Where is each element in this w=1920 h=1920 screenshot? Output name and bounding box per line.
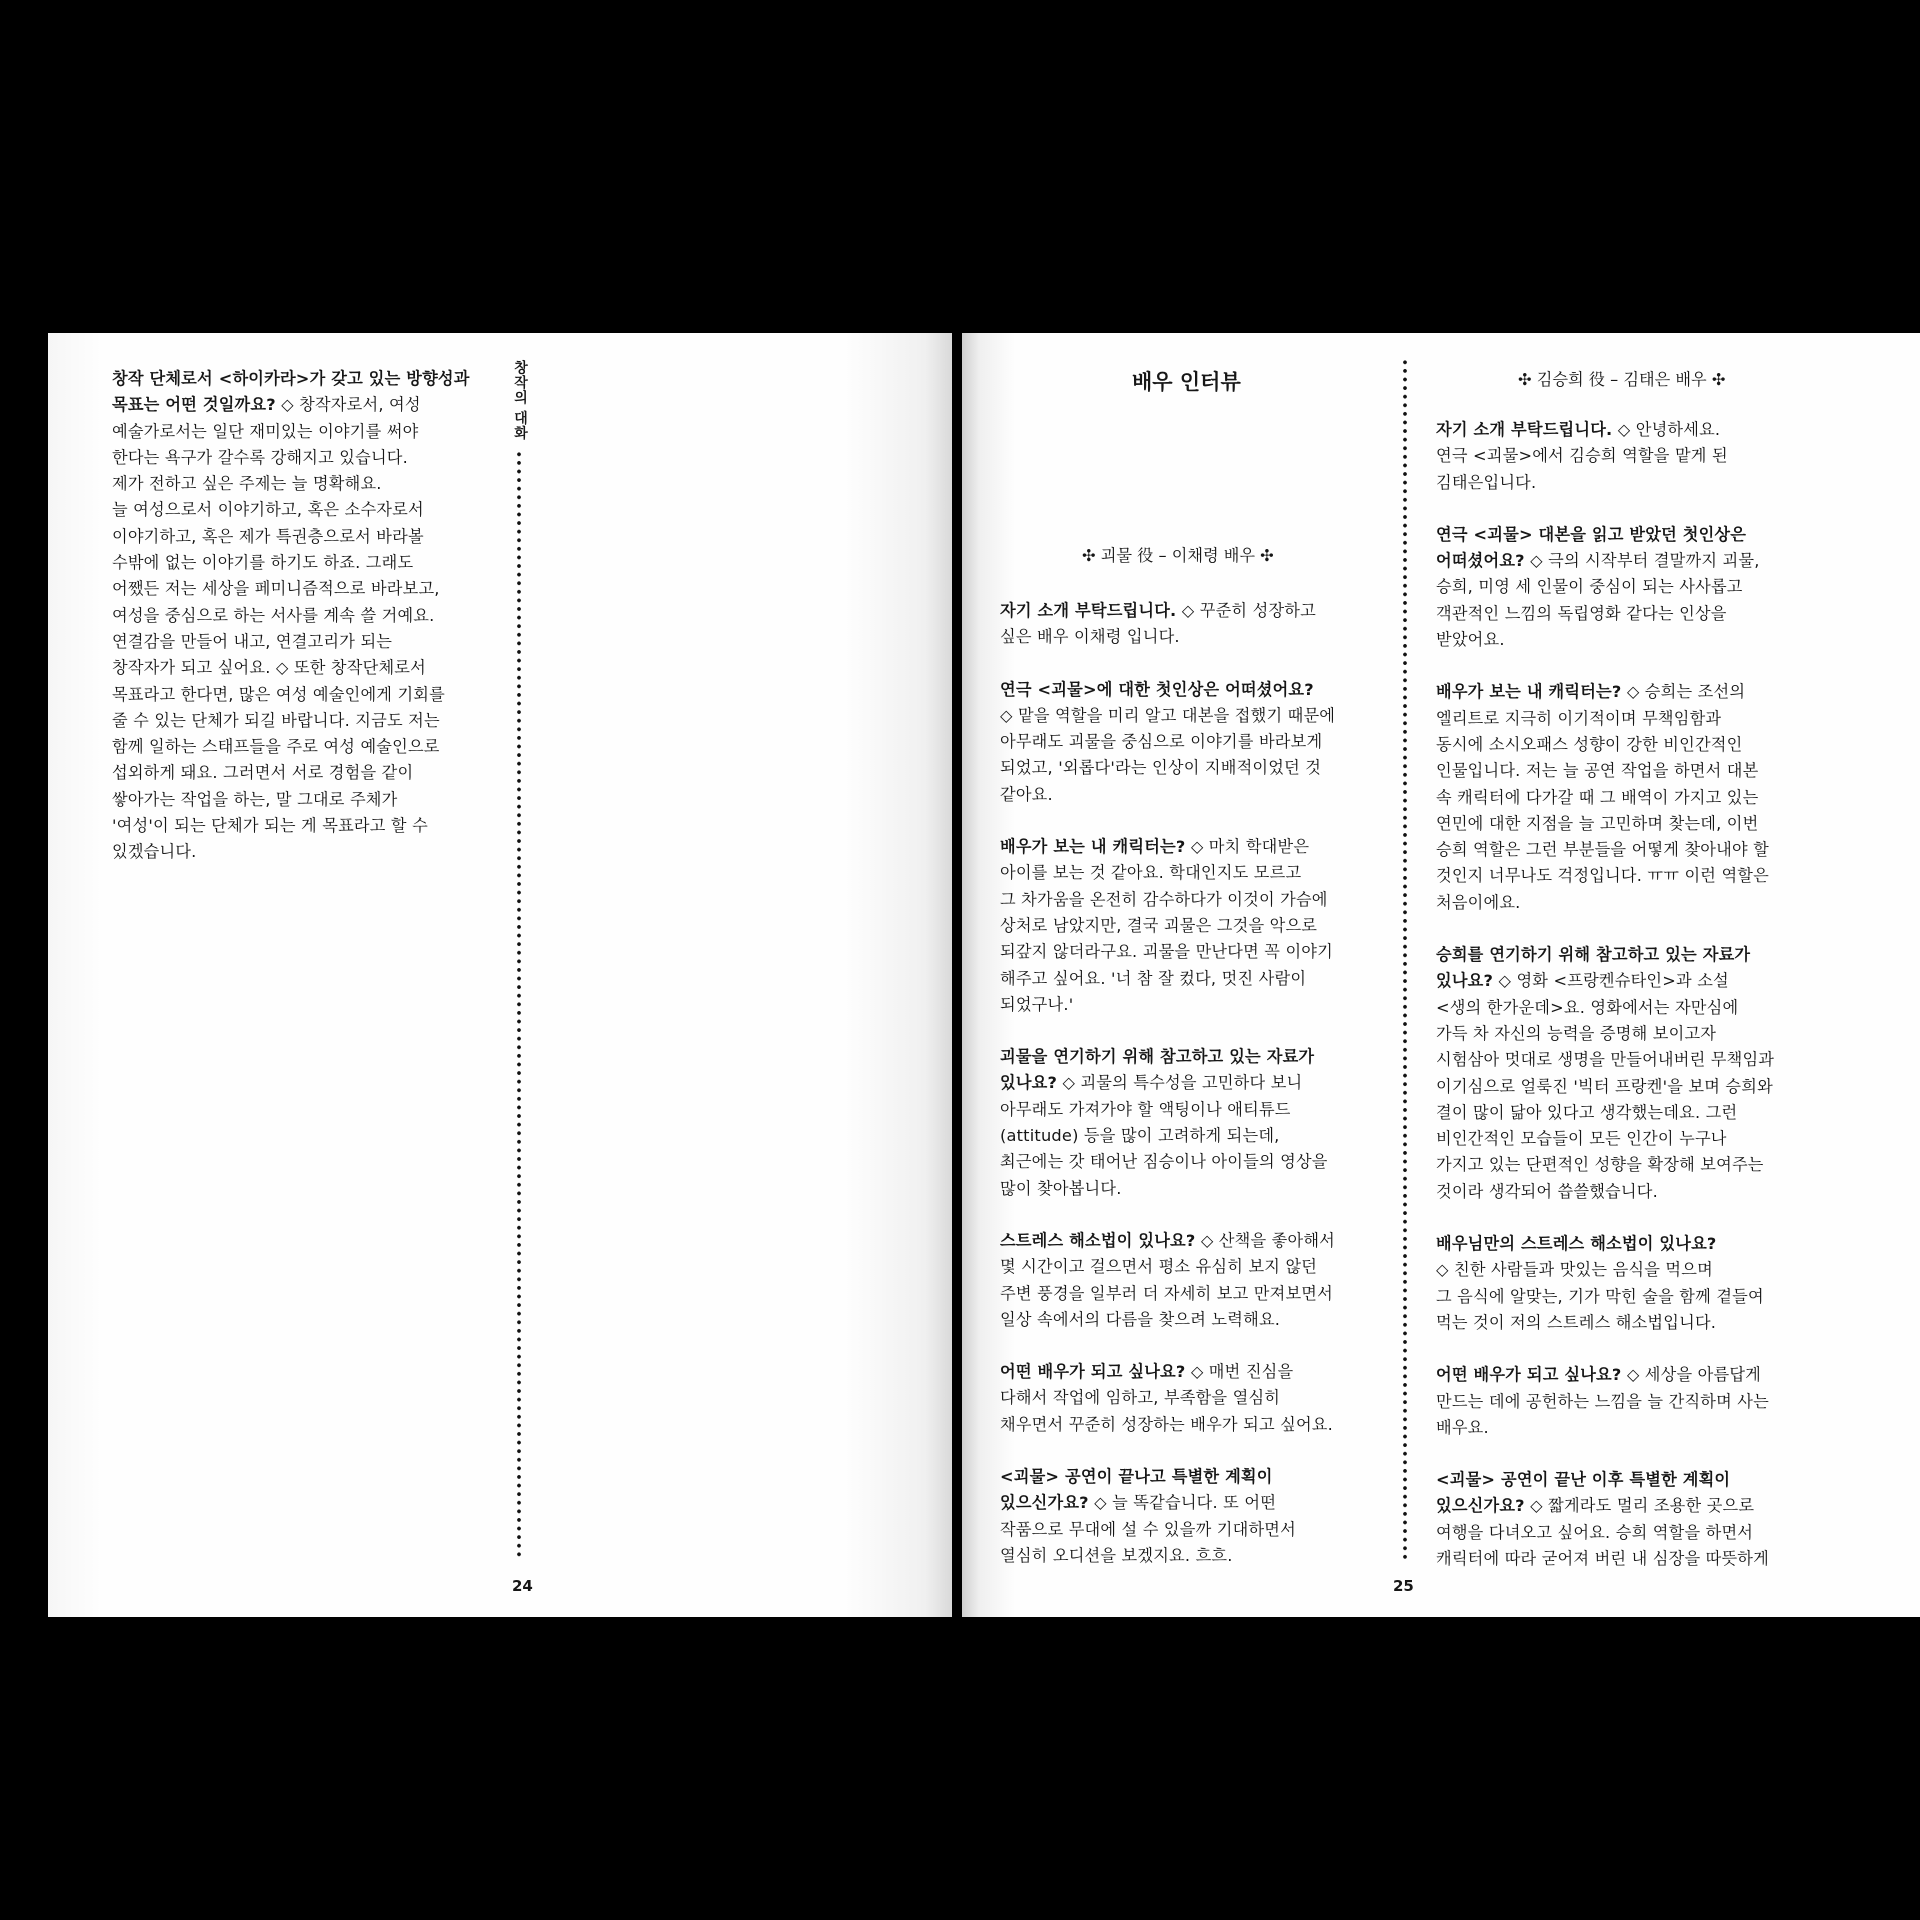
text-line xyxy=(1436,1284,1774,1310)
answer-text: 목표라고 한다면, 많은 여성 예술인에게 기회를 xyxy=(112,684,445,704)
text-line xyxy=(1436,443,1774,469)
text-line xyxy=(1000,729,1335,755)
text-line xyxy=(112,576,470,602)
text-line xyxy=(1436,706,1774,732)
paragraph xyxy=(1436,942,1774,1205)
answer-text: 것인지 너무나도 걱정입니다. ㅠㅠ 이런 역할은 xyxy=(1436,866,1769,886)
text-line xyxy=(1000,834,1335,860)
question-text: 배우가 보는 내 캐릭터는? xyxy=(1436,682,1622,702)
paragraph xyxy=(1000,834,1335,1018)
answer-text: ◇ 산책을 좋아해서 xyxy=(1195,1230,1336,1250)
text-line xyxy=(1000,1412,1335,1438)
interview-column-seunghee-actor xyxy=(1436,417,1774,1598)
answer-text: 쌓아가는 작업을 하는, 말 그대로 주체가 xyxy=(112,789,398,809)
answer-text: 섭외하게 돼요. 그러면서 서로 경험을 같이 xyxy=(112,763,414,783)
text-line xyxy=(1000,677,1335,703)
text-line xyxy=(1436,679,1774,705)
text-line xyxy=(1436,811,1774,837)
running-head: 창작의 대화 xyxy=(512,360,528,441)
answer-text: 되갚지 않더라구요. 괴물을 만난다면 꼭 이야기 xyxy=(1000,942,1333,962)
paragraph xyxy=(1436,522,1774,653)
answer-text: 시험삼아 멋대로 생명을 만들어내버린 무책임과 xyxy=(1436,1050,1775,1070)
text-line xyxy=(1436,863,1774,889)
text-line xyxy=(112,497,470,523)
answer-text: 같아요. xyxy=(1000,784,1053,804)
question-text: 어떠셨어요? xyxy=(1436,551,1525,571)
answer-text: 줄 수 있는 단체가 되길 바랍니다. 지금도 저는 xyxy=(112,710,440,730)
question-text: 배우가 보는 내 캐릭터는? xyxy=(1000,837,1186,857)
text-line xyxy=(1000,598,1335,624)
text-line xyxy=(112,550,470,576)
answer-text: '여성'이 되는 단체가 되는 게 목표라고 할 수 xyxy=(112,816,428,836)
text-line xyxy=(112,839,470,865)
question-text: 연극 <괴물>에 대한 첫인상은 어떠셨어요? xyxy=(1000,679,1314,699)
text-line xyxy=(1436,1389,1774,1415)
answer-text: 채우면서 꾸준히 성장하는 배우가 되고 싶어요. xyxy=(1000,1414,1333,1434)
paragraph xyxy=(1000,677,1335,808)
question-text: 자기 소개 부탁드립니다. xyxy=(1000,601,1177,620)
answer-text: 되었구나.' xyxy=(1000,994,1074,1014)
text-line xyxy=(112,629,470,655)
text-line xyxy=(1436,1100,1774,1126)
text-line xyxy=(1436,1310,1774,1336)
text-line xyxy=(1436,601,1774,627)
answer-text: 가지고 있는 단편적인 성향을 확장해 보여주는 xyxy=(1436,1155,1764,1175)
text-line xyxy=(1000,887,1335,913)
text-line xyxy=(1000,1490,1335,1516)
question-text: 자기 소개 부탁드립니다. xyxy=(1436,420,1613,439)
page-number-left: 24 xyxy=(512,1577,533,1595)
question-text: 있으신가요? xyxy=(1436,1496,1525,1516)
text-line xyxy=(1000,1254,1335,1280)
paragraph xyxy=(1436,1231,1774,1336)
question-text: 어떤 배우가 되고 싶나요? xyxy=(1436,1365,1622,1385)
answer-text: 객관적인 느낌의 독립영화 같다는 인상을 xyxy=(1436,603,1727,623)
answer-text: 결이 많이 닮아 있다고 생각했는데요. 그런 xyxy=(1436,1102,1738,1122)
question-text: 목표는 어떤 것일까요? xyxy=(112,395,276,415)
answer-text: 작품으로 무대에 설 수 있을까 기대하면서 xyxy=(1000,1519,1296,1539)
section-subhead-seunghee-actor: ✣ 김승희 役 – 김태은 배우 ✣ xyxy=(1518,370,1726,389)
answer-text: ◇ 극의 시작부터 결말까지 괴물, xyxy=(1524,551,1760,571)
text-line xyxy=(112,708,470,734)
answer-text: 처음이에요. xyxy=(1436,892,1521,912)
answer-text: 연민에 대한 지점을 늘 고민하며 찾는데, 이번 xyxy=(1436,813,1759,833)
question-text: 괴물을 연기하기 위해 참고하고 있는 자료가 xyxy=(1000,1047,1315,1067)
answer-text: 그 차가움을 온전히 감수하다가 이것이 가슴에 xyxy=(1000,889,1328,909)
text-line xyxy=(112,682,470,708)
question-text: 연극 <괴물> 대본을 읽고 받았던 첫인상은 xyxy=(1436,524,1747,544)
answer-text: 열심히 오디션을 보겠지요. 흐흐. xyxy=(1000,1545,1233,1565)
answer-text: 일상 속에서의 다름을 찾으려 노력해요. xyxy=(1000,1309,1281,1329)
answer-text: ◇ 괴물의 특수성을 고민하다 보니 xyxy=(1057,1073,1303,1093)
question-text: 승희를 연기하기 위해 참고하고 있는 자료가 xyxy=(1436,945,1751,965)
answer-text: 몇 시간이고 걸으면서 평소 유심히 보지 않던 xyxy=(1000,1257,1318,1277)
paragraph xyxy=(1000,1359,1335,1438)
answer-text: 승희 역할은 그런 부분들을 어떻게 찾아내야 할 xyxy=(1436,840,1769,860)
text-line xyxy=(1436,627,1774,653)
text-line xyxy=(1000,782,1335,808)
text-line xyxy=(112,445,470,471)
text-line xyxy=(1000,755,1335,781)
answer-text: 싶은 배우 이채령 입니다. xyxy=(1000,627,1180,647)
text-line xyxy=(112,419,470,445)
answer-text: 인물입니다. 저는 늘 공연 작업을 하면서 대본 xyxy=(1436,761,1759,781)
answer-text: 김태은입니다. xyxy=(1436,472,1537,492)
text-line xyxy=(1000,1044,1335,1070)
question-text: 있으신가요? xyxy=(1000,1493,1089,1513)
answer-text: 먹는 것이 저의 스트레스 해소법입니다. xyxy=(1436,1312,1717,1332)
text-line xyxy=(1000,1464,1335,1490)
answer-text: ◇ 안녕하세요. xyxy=(1612,420,1721,439)
text-line xyxy=(1436,1257,1774,1283)
text-line xyxy=(1436,1179,1774,1205)
text-line xyxy=(1000,939,1335,965)
dotted-rule-right-page xyxy=(1403,358,1407,1560)
answer-text: 이기심으로 얼룩진 '빅터 프랑켄'을 보며 승희와 xyxy=(1436,1076,1773,1096)
question-text: 있나요? xyxy=(1000,1073,1058,1093)
answer-text: 아무래도 가져가야 할 액팅이나 애티튜드 xyxy=(1000,1099,1291,1119)
answer-text: 창작자가 되고 싶어요. ◇ 또한 창작단체로서 xyxy=(112,658,426,678)
answer-text: 이야기하고, 혹은 제가 특권층으로서 바라볼 xyxy=(112,526,424,546)
text-line xyxy=(1000,1123,1335,1149)
answer-text: (attitude) 등을 많이 고려하게 되는데, xyxy=(1000,1126,1280,1146)
text-line xyxy=(112,760,470,786)
text-line xyxy=(1000,703,1335,729)
question-text: <괴물> 공연이 끝나고 특별한 계획이 xyxy=(1000,1467,1273,1487)
answer-text: ◇ 늘 똑같습니다. 또 어떤 xyxy=(1088,1493,1277,1513)
paragraph xyxy=(1436,679,1774,916)
answer-text: 것이라 생각되어 씁쓸했습니다. xyxy=(1436,1181,1658,1201)
text-line xyxy=(1000,1359,1335,1385)
answer-text: ◇ 매번 진심을 xyxy=(1185,1362,1294,1382)
text-line xyxy=(112,603,470,629)
answer-text: 동시에 소시오패스 성향이 강한 비인간적인 xyxy=(1436,734,1743,754)
text-line xyxy=(1436,1467,1774,1493)
text-line xyxy=(112,392,470,418)
page-number-right: 25 xyxy=(1393,1577,1414,1595)
question-text: 스트레스 해소법이 있나요? xyxy=(1000,1230,1196,1250)
text-line xyxy=(1436,1493,1774,1519)
interview-column-monster-actor xyxy=(1000,598,1335,1595)
answer-text: 그 음식에 알맞는, 기가 막힌 술을 함께 곁들여 xyxy=(1436,1286,1764,1306)
answer-text: 비인간적인 모습들이 모든 인간이 누구나 xyxy=(1436,1129,1727,1149)
answer-text: 수밖에 없는 이야기를 하기도 하죠. 그래도 xyxy=(112,553,414,573)
question-text: 배우님만의 스트레스 해소법이 있나요? xyxy=(1436,1234,1717,1254)
section-subhead-monster-actor: ✣ 괴물 役 – 이채령 배우 ✣ xyxy=(1082,546,1274,565)
left-page-column xyxy=(112,366,470,892)
text-line xyxy=(1000,1070,1335,1096)
answer-text: 예술가로서는 일단 재미있는 이야기를 써야 xyxy=(112,421,419,441)
answer-text: ◇ 마치 학대받은 xyxy=(1185,837,1310,857)
answer-text: <생의 한가운데>요. 영화에서는 자만심에 xyxy=(1436,997,1739,1017)
paragraph xyxy=(1436,1467,1774,1572)
text-line xyxy=(1000,1517,1335,1543)
text-line xyxy=(1436,732,1774,758)
text-line xyxy=(1000,860,1335,886)
answer-text: 있겠습니다. xyxy=(112,842,197,862)
answer-text: 만드는 데에 공헌하는 느낌을 늘 간직하며 사는 xyxy=(1436,1391,1769,1411)
question-text: 어떤 배우가 되고 싶나요? xyxy=(1000,1362,1186,1382)
text-line xyxy=(1000,1281,1335,1307)
text-line xyxy=(1436,574,1774,600)
text-line xyxy=(1436,968,1774,994)
answer-text: ◇ 창작자로서, 여성 xyxy=(275,395,421,415)
text-line xyxy=(1436,1546,1774,1572)
answer-text: 여성을 중심으로 하는 서사를 계속 쓸 거예요. xyxy=(112,605,435,625)
dotted-rule-left-page xyxy=(517,450,521,1560)
answer-text: 함께 일하는 스태프들을 주로 여성 예술인으로 xyxy=(112,737,440,757)
text-line xyxy=(112,655,470,681)
text-line xyxy=(1000,913,1335,939)
answer-text: ◇ 친한 사람들과 맛있는 음식을 먹으며 xyxy=(1436,1260,1713,1280)
answer-text: 속 캐릭터에 다가갈 때 그 배역이 가지고 있는 xyxy=(1436,787,1759,807)
text-line xyxy=(112,734,470,760)
answer-text: ◇ 세상을 아름답게 xyxy=(1621,1365,1762,1385)
answer-text: 캐릭터에 따라 굳어져 버린 내 심장을 따뜻하게 xyxy=(1436,1548,1769,1568)
text-line xyxy=(1436,470,1774,496)
text-line xyxy=(1436,417,1774,443)
text-line xyxy=(1436,942,1774,968)
question-text: 창작 단체로서 <하이카라>가 갖고 있는 방향성과 xyxy=(112,369,470,388)
answer-text: 많이 찾아봅니다. xyxy=(1000,1178,1122,1198)
text-line xyxy=(1436,1520,1774,1546)
answer-text: 여행을 다녀오고 싶어요. 승희 역할을 하면서 xyxy=(1436,1522,1754,1542)
question-text: <괴물> 공연이 끝난 이후 특별한 계획이 xyxy=(1436,1470,1731,1490)
answer-text: 받았어요. xyxy=(1436,630,1505,650)
text-line xyxy=(1436,522,1774,548)
text-line xyxy=(112,787,470,813)
paragraph xyxy=(1000,1228,1335,1333)
text-line xyxy=(1000,1149,1335,1175)
answer-text: 제가 전하고 싶은 주제는 늘 명확해요. xyxy=(112,474,382,494)
text-line xyxy=(1436,1021,1774,1047)
text-line xyxy=(1436,1231,1774,1257)
answer-text: ◇ 맡을 역할을 미리 알고 대본을 접했기 때문에 xyxy=(1000,705,1336,725)
paragraph xyxy=(1000,1044,1335,1202)
text-line xyxy=(1000,966,1335,992)
question-text: 있나요? xyxy=(1436,971,1494,991)
answer-text: 상처로 남았지만, 결국 괴물은 그것을 악으로 xyxy=(1000,915,1318,935)
text-line xyxy=(1436,995,1774,1021)
answer-text: 엘리트로 지극히 이기적이며 무책임함과 xyxy=(1436,708,1722,728)
text-line xyxy=(1436,1415,1774,1441)
paragraph xyxy=(1436,1362,1774,1441)
text-line xyxy=(112,471,470,497)
text-line xyxy=(1000,1385,1335,1411)
answer-text: 가득 차 자신의 능력을 증명해 보이고자 xyxy=(1436,1023,1717,1043)
text-line xyxy=(1436,548,1774,574)
text-line xyxy=(1436,758,1774,784)
text-line xyxy=(1000,1097,1335,1123)
text-line xyxy=(1436,1047,1774,1073)
text-line xyxy=(1436,1074,1774,1100)
text-line xyxy=(112,366,470,392)
paragraph xyxy=(112,366,470,866)
answer-text: 연극 <괴물>에서 김승희 역할을 맡게 된 xyxy=(1436,446,1728,466)
answer-text: 늘 여성으로서 이야기하고, 혹은 소수자로서 xyxy=(112,500,424,520)
paragraph xyxy=(1436,417,1774,496)
answer-text: 승희, 미영 세 인물이 중심이 되는 사사롭고 xyxy=(1436,577,1743,597)
paragraph xyxy=(1000,598,1335,651)
answer-text: ◇ 승희는 조선의 xyxy=(1621,682,1746,702)
answer-text: 다해서 작업에 임하고, 부족함을 열심히 xyxy=(1000,1388,1281,1408)
answer-text: 되었고, '외롭다'라는 인상이 지배적이었던 것 xyxy=(1000,758,1322,778)
answer-text: 연결감을 만들어 내고, 연결고리가 되는 xyxy=(112,631,393,651)
answer-text: 주변 풍경을 일부러 더 자세히 보고 만져보면서 xyxy=(1000,1283,1333,1303)
answer-text: ◇ 꾸준히 성장하고 xyxy=(1176,601,1316,620)
text-line xyxy=(1436,785,1774,811)
text-line xyxy=(1436,837,1774,863)
text-line xyxy=(1000,992,1335,1018)
page-title: 배우 인터뷰 xyxy=(1132,370,1241,394)
answer-text: 아무래도 괴물을 중심으로 이야기를 바라보게 xyxy=(1000,732,1323,752)
text-line xyxy=(1000,1307,1335,1333)
answer-text: 어쨌든 저는 세상을 페미니즘적으로 바라보고, xyxy=(112,579,440,599)
answer-text: 해주고 싶어요. '너 참 잘 컸다, 멋진 사람이 xyxy=(1000,968,1307,988)
text-line xyxy=(1000,624,1335,650)
text-line xyxy=(1436,890,1774,916)
text-line xyxy=(1436,1126,1774,1152)
answer-text: ◇ 영화 <프랑켄슈타인>과 소설 xyxy=(1493,971,1729,991)
text-line xyxy=(1000,1176,1335,1202)
text-line xyxy=(112,524,470,550)
text-line xyxy=(1000,1543,1335,1569)
answer-text: 배우요. xyxy=(1436,1417,1489,1437)
text-line xyxy=(112,813,470,839)
answer-text: 아이를 보는 것 같아요. 학대인지도 모르고 xyxy=(1000,863,1302,883)
paragraph xyxy=(1000,1464,1335,1569)
answer-text: ◇ 짧게라도 멀리 조용한 곳으로 xyxy=(1524,1496,1755,1516)
answer-text: 한다는 욕구가 갈수록 강해지고 있습니다. xyxy=(112,447,408,467)
answer-text: 최근에는 갓 태어난 짐승이나 아이들의 영상을 xyxy=(1000,1152,1328,1172)
text-line xyxy=(1000,1228,1335,1254)
text-line xyxy=(1436,1152,1774,1178)
text-line xyxy=(1436,1362,1774,1388)
